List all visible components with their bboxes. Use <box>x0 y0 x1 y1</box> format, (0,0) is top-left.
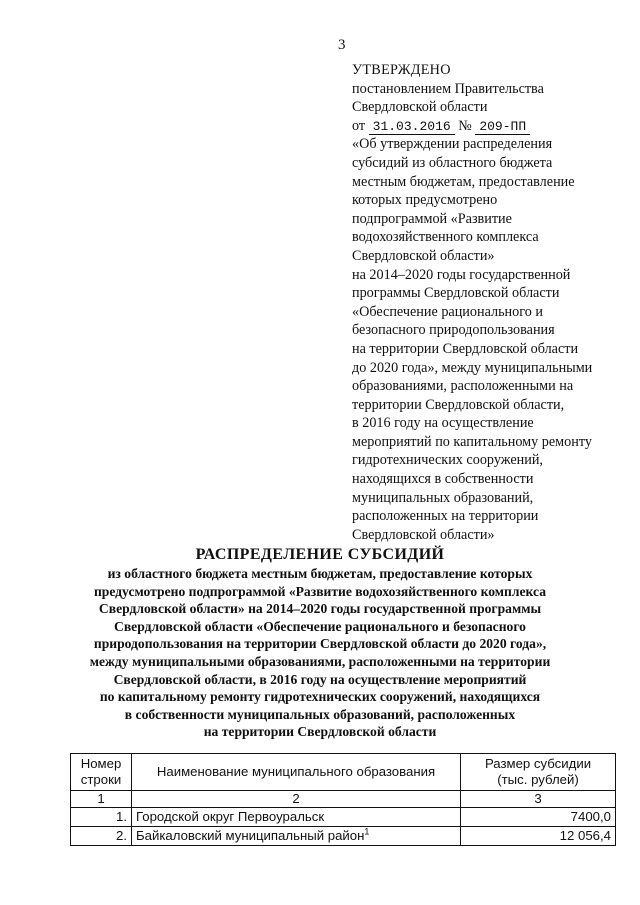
header-municipality: Наименование муниципального образования <box>132 754 461 791</box>
approval-block <box>352 61 637 544</box>
approval-subject-line: в 2016 году на осуществление <box>352 415 534 432</box>
header-amount <box>461 754 616 791</box>
row-number: 1. <box>71 808 132 827</box>
column-index-row <box>71 791 616 808</box>
footnote-marker: 1 <box>364 826 370 837</box>
subsidy-amount: 7400,0 <box>461 808 616 827</box>
heading-line: Свердловской области «Обеспечение рационального и безопасного <box>114 618 526 634</box>
heading-line: природопользования на территории Свердловской области до 2020 года», <box>93 636 547 652</box>
header-text: Номер <box>80 756 122 771</box>
approval-subject-line: расположенных на территории <box>352 508 539 525</box>
page-number: 3 <box>338 37 346 53</box>
document-heading <box>60 545 580 741</box>
approval-by-line: Свердловской области <box>352 99 488 116</box>
header-text: (тыс. рублей) <box>497 772 579 787</box>
approval-date-line <box>352 117 637 136</box>
heading-title: РАСПРЕДЕЛЕНИЕ СУБСИДИЙ <box>195 546 445 563</box>
approval-subject-line: субсидий из областного бюджета <box>352 154 553 171</box>
heading-line: между муниципальными образованиями, расположенными на территории <box>89 653 551 669</box>
heading-line: в собственности муниципальных образований, расположенных <box>124 706 516 722</box>
heading-line: из областного бюджета местным бюджетам, предоставление которых <box>107 566 533 581</box>
approval-subject-line: «Об утверждении распределения <box>352 136 553 153</box>
approval-date: 31.03.2016 <box>369 119 455 135</box>
approval-subject-line: территории Свердловской области, <box>352 396 565 413</box>
approval-title: УТВЕРЖДЕНО <box>352 62 451 78</box>
approval-subject-line: до 2020 года», между муниципальными <box>352 359 593 376</box>
subsidy-amount: 12 056,4 <box>461 827 616 846</box>
date-prefix: от <box>352 117 366 134</box>
approval-subject-line: муниципальных образований, <box>352 489 534 506</box>
approval-subject-line: образованиями, расположенными на <box>352 378 574 395</box>
approval-subject-line: находящихся в собственности <box>352 471 534 488</box>
column-index: 2 <box>132 791 461 808</box>
table-header-row <box>71 754 616 791</box>
approval-number: 209-ПП <box>475 119 530 135</box>
approval-subject-line: на территории Свердловской области <box>352 340 579 357</box>
number-sign: № <box>458 117 472 134</box>
municipality-cell <box>132 827 461 846</box>
heading-line: на территории Свердловской области <box>203 724 437 740</box>
table-row <box>71 808 616 827</box>
approval-subject-line: Свердловской области» <box>352 247 495 264</box>
municipality-name: Городской округ Первоуральск <box>132 808 461 827</box>
heading-line: Свердловской области, в 2016 году на осуществление мероприятий <box>113 671 527 687</box>
approval-subject-line: которых предусмотрено <box>352 192 498 209</box>
approval-subject-line: «Обеспечение рационального и <box>352 303 543 320</box>
approval-subject-line: водохозяйственного комплекса <box>352 229 539 246</box>
heading-line: по капитальному ремонту гидротехнических сооружений, находящихся <box>99 689 541 705</box>
approval-by-line: постановлением Правительства <box>352 80 544 97</box>
subsidy-table <box>70 753 616 846</box>
header-text: строки <box>80 772 122 787</box>
heading-line: Свердловской области» на 2014–2020 годы государственной программы <box>98 601 542 617</box>
approval-subject-line: подпрограммой «Развитие <box>352 210 512 227</box>
column-index: 3 <box>461 791 616 808</box>
approval-subject-line: Свердловской области» <box>352 526 495 543</box>
approval-subject-line: безопасного природопользования <box>352 322 555 339</box>
approval-subject-line: местным бюджетам, предоставление <box>352 173 575 190</box>
header-text: Размер субсидии <box>484 756 592 771</box>
table-row <box>71 827 616 846</box>
approval-subject-line: мероприятий по капитальному ремонту <box>352 433 592 450</box>
approval-subject-line: на 2014–2020 годы государственной <box>352 266 571 283</box>
municipality-name: Байкаловский муниципальный район <box>136 828 365 843</box>
approval-subject-line: гидротехнических сооружений, <box>352 452 543 469</box>
column-index: 1 <box>71 791 132 808</box>
heading-line: предусмотрено подпрограммой «Развитие водохозяйственного комплекса <box>93 583 547 599</box>
approval-subject-line: программы Свердловской области <box>352 285 560 302</box>
row-number: 2. <box>71 827 132 846</box>
header-row-number <box>71 754 132 791</box>
